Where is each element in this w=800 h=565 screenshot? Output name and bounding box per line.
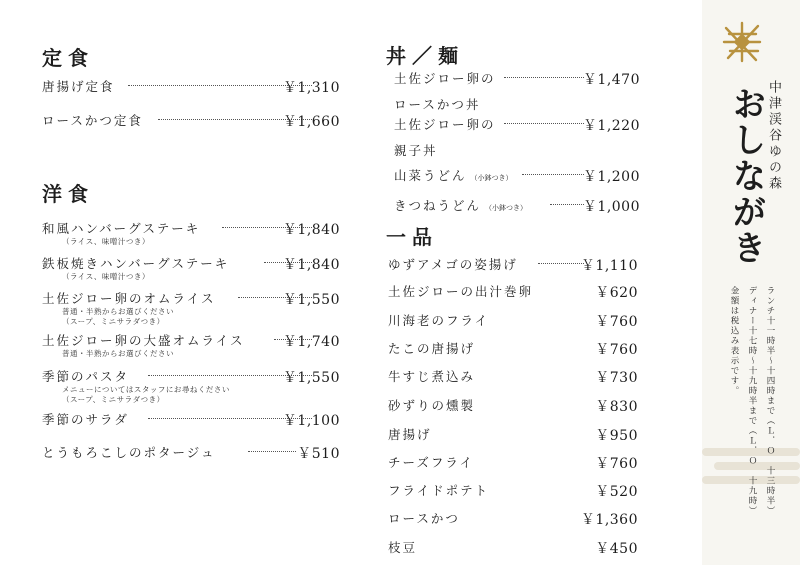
menu-item (388, 425, 638, 443)
item-price: ￥1,840 (282, 257, 340, 273)
item-name: 土佐ジロー卵のオムライス (42, 291, 216, 306)
item-name: 川海老のフライ (388, 313, 490, 328)
menu-item (42, 367, 340, 405)
menu-item (388, 538, 638, 556)
item-note: （小鉢つき） (485, 204, 528, 212)
hours-dinner: ディナー十七時〜十九時半まで（Ｌ．Ｏ 十九時） (747, 286, 757, 516)
item-price: ￥950 (595, 428, 638, 444)
menu-item (42, 111, 340, 129)
item-note: 普通・半熟からお選びください (62, 307, 174, 316)
item-price: ￥760 (595, 314, 638, 330)
item-note: （小鉢つき） (470, 174, 513, 182)
item-name-line2: ロースかつ丼 (394, 97, 481, 112)
item-name: 砂ずりの燻製 (388, 398, 476, 413)
leader-dots (504, 123, 584, 124)
item-name: 唐揚げ (388, 427, 432, 442)
menu-item (394, 196, 640, 214)
menu-item (42, 443, 340, 461)
menu-item (42, 77, 340, 95)
section-title-yoshoku: 洋食 (42, 182, 94, 206)
leader-dots (248, 451, 296, 452)
menu-item (42, 331, 340, 359)
item-price: ￥1,840 (282, 222, 340, 238)
menu-item (42, 289, 340, 327)
item-price: ￥1,470 (582, 72, 640, 88)
item-name: 季節のサラダ (42, 412, 129, 427)
menu-item (394, 166, 640, 184)
item-name: 和風ハンバーグステーキ (42, 221, 201, 236)
title-panel (702, 0, 800, 565)
item-price: ￥1,100 (282, 413, 340, 429)
menu-title: おしながき (726, 86, 766, 266)
item-name: 季節のパスタ (42, 369, 130, 384)
item-price: ￥1,000 (582, 199, 640, 215)
section-title-teishoku: 定食 (42, 46, 94, 70)
hours-lunch: ランチ十一時半〜十四時まで（Ｌ．Ｏ 十三時半） (765, 286, 775, 516)
shop-logo-icon (720, 20, 764, 64)
item-price: ￥1,110 (580, 258, 638, 274)
menu-item (42, 254, 340, 282)
leader-dots (504, 77, 584, 78)
item-price: ￥1,360 (580, 512, 638, 528)
item-price: ￥1,220 (582, 118, 640, 134)
item-price: ￥620 (595, 285, 638, 301)
item-name: 牛すじ煮込み (388, 369, 476, 384)
item-name: 土佐ジロー卵の (394, 71, 496, 86)
item-note: （ライス、味噌汁つき） (62, 272, 150, 281)
menu-item (394, 115, 640, 159)
item-price: ￥760 (595, 342, 638, 358)
item-name: 鉄板焼きハンバーグステーキ (42, 256, 230, 271)
leader-dots (538, 263, 584, 264)
item-price: ￥510 (297, 446, 340, 462)
menu-item (42, 410, 340, 428)
menu-item (388, 481, 638, 499)
item-name: 枝豆 (388, 540, 418, 555)
item-name: 土佐ジローの出汁巻卵 (388, 284, 534, 299)
menu-item (394, 69, 640, 113)
menu-item (42, 219, 340, 247)
item-price: ￥1,550 (282, 292, 340, 308)
item-name: ロースかつ (388, 511, 460, 526)
item-price: ￥1,660 (282, 114, 340, 130)
leader-dots (522, 174, 584, 175)
menu-item (388, 396, 638, 414)
menu-item (388, 453, 638, 471)
item-price: ￥1,200 (582, 169, 640, 185)
menu-item (388, 509, 638, 527)
item-price: ￥1,310 (282, 80, 340, 96)
item-note: 普通・半熟からお選びください (62, 349, 174, 358)
item-name-line2: 親子丼 (394, 143, 438, 158)
section-title-don: 丼／麺 (386, 44, 464, 68)
item-note: （スープ、ミニサラダつき） (62, 317, 165, 326)
menu-item (388, 255, 638, 273)
item-price: ￥1,550 (282, 370, 340, 386)
item-name: フライドポテト (388, 483, 490, 498)
section-title-ippin: 一品 (386, 225, 438, 249)
item-name: きつねうどん (394, 198, 482, 213)
menu-item (388, 367, 638, 385)
item-name: とうもろこしのポタージュ (42, 445, 216, 460)
item-name: 唐揚げ定食 (42, 79, 115, 94)
item-name: 土佐ジロー卵の (394, 117, 496, 132)
item-price: ￥760 (595, 456, 638, 472)
item-price: ￥520 (595, 484, 638, 500)
item-price: ￥450 (595, 541, 638, 557)
shop-name: 中津渓谷ゆの森 (766, 80, 781, 192)
item-note: メニューについてはスタッフにお尋ねください (62, 385, 230, 394)
leader-dots (550, 204, 584, 205)
item-note: （スープ、ミニサラダつき） (62, 395, 165, 404)
item-price: ￥730 (595, 370, 638, 386)
item-name: ロースかつ定食 (42, 113, 143, 128)
item-name: 山菜うどん (394, 168, 467, 183)
item-price: ￥830 (595, 399, 638, 415)
menu-item (388, 311, 638, 329)
tax-note: 金額は税込み表示です。 (729, 286, 739, 396)
item-name: たこの唐揚げ (388, 341, 476, 356)
item-name: チーズフライ (388, 455, 475, 470)
item-note: （ライス、味噌汁つき） (62, 237, 150, 246)
item-name: 土佐ジロー卵の大盛オムライス (42, 333, 245, 348)
item-price: ￥1,740 (282, 334, 340, 350)
item-name: ゆずアメゴの姿揚げ (388, 257, 518, 272)
menu-item (388, 339, 638, 357)
